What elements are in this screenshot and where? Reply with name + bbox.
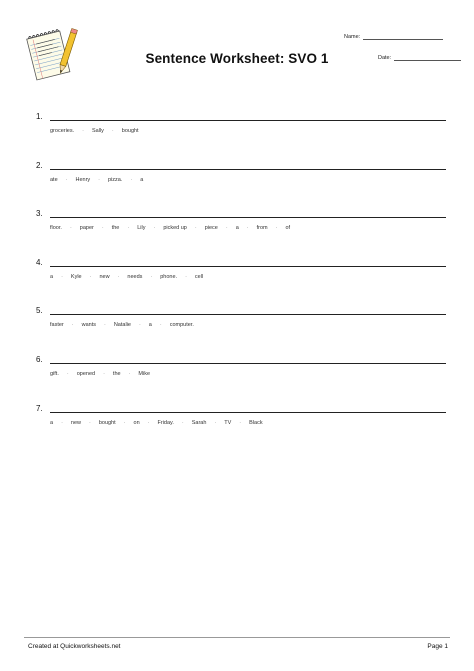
word-chip: Sarah	[191, 419, 207, 426]
word-chip: faster	[50, 322, 64, 329]
scrambled-words	[50, 225, 290, 231]
question-item	[36, 355, 448, 385]
answer-line[interactable]	[50, 363, 446, 364]
word-separator: ·	[65, 176, 68, 183]
scrambled-words	[50, 177, 143, 183]
answer-line[interactable]	[50, 266, 446, 267]
word-chip: of	[285, 225, 291, 232]
question-number: 1.	[36, 112, 43, 121]
name-label: Name:	[344, 34, 361, 40]
scrambled-words	[50, 128, 139, 134]
word-separator: ·	[101, 225, 104, 232]
question-number: 3.	[36, 209, 43, 219]
word-chip: piece	[204, 225, 218, 232]
word-separator: ·	[181, 419, 184, 426]
word-chip: pizza.	[108, 176, 123, 183]
word-separator: ·	[82, 128, 84, 134]
word-separator: ·	[69, 225, 72, 232]
word-chip: the	[112, 371, 121, 377]
word-separator: ·	[103, 371, 105, 377]
word-separator: ·	[123, 419, 126, 426]
word-separator: ·	[117, 273, 120, 280]
word-separator: ·	[275, 225, 278, 232]
word-chip: a	[140, 176, 144, 183]
word-chip: new	[99, 273, 110, 280]
question-number: 5.	[36, 306, 43, 316]
word-chip: Lily	[137, 225, 146, 232]
footer-credit: Created at Quickworksheets.net	[28, 643, 121, 650]
word-chip: needs	[127, 273, 143, 280]
word-chip: Natalie	[113, 322, 131, 329]
word-separator: ·	[185, 273, 187, 280]
word-separator: ·	[66, 371, 69, 377]
scrambled-words	[50, 322, 194, 328]
word-chip: wants	[81, 322, 96, 329]
word-separator: ·	[225, 225, 228, 232]
word-separator: ·	[239, 419, 242, 426]
word-chip: from	[256, 225, 268, 232]
word-separator: ·	[130, 176, 133, 183]
word-chip: bought	[98, 419, 116, 426]
scrambled-words	[50, 274, 203, 280]
word-chip: TV	[224, 419, 232, 426]
word-chip: Black	[249, 419, 263, 426]
word-chip: gift.	[50, 371, 59, 377]
word-chip: floor.	[50, 225, 62, 232]
word-separator: ·	[246, 225, 249, 232]
word-chip: a	[50, 273, 54, 280]
word-chip: Henry	[75, 176, 91, 183]
question-number: 6.	[36, 355, 43, 364]
word-separator: ·	[147, 419, 150, 426]
name-blank-line[interactable]	[363, 33, 443, 40]
question-item	[36, 112, 448, 142]
question-item	[36, 306, 448, 336]
word-separator: ·	[138, 322, 141, 329]
question-number: 4.	[36, 257, 43, 267]
word-separator: ·	[98, 176, 101, 183]
word-chip: a	[235, 225, 239, 232]
word-chip: picked up	[163, 225, 187, 232]
word-chip: computer.	[169, 322, 194, 329]
word-separator: ·	[127, 225, 130, 232]
word-separator: ·	[128, 371, 131, 377]
word-chip: Mike	[138, 371, 151, 377]
word-chip: cell	[194, 273, 204, 280]
word-chip: new	[70, 419, 81, 426]
question-item	[36, 258, 448, 288]
word-chip: ate	[50, 176, 58, 183]
word-separator: ·	[159, 322, 162, 329]
word-separator: ·	[71, 322, 74, 329]
word-chip: a	[148, 322, 152, 329]
word-separator: ·	[61, 273, 63, 280]
word-separator: ·	[89, 273, 92, 280]
word-separator: ·	[111, 128, 114, 134]
word-separator: ·	[150, 273, 153, 280]
scrambled-words	[50, 420, 263, 426]
word-chip: paper	[79, 225, 94, 232]
word-separator: ·	[89, 419, 91, 426]
word-chip: a	[50, 419, 54, 426]
question-item	[36, 404, 448, 434]
word-chip: Sally	[92, 128, 104, 134]
name-field[interactable]	[344, 33, 443, 40]
answer-line[interactable]	[50, 120, 446, 121]
word-chip: on	[133, 419, 140, 426]
word-separator: ·	[194, 225, 197, 232]
question-item	[36, 209, 448, 239]
word-chip: the	[111, 225, 120, 232]
word-chip: bought	[121, 128, 139, 134]
word-separator: ·	[103, 322, 106, 329]
word-separator: ·	[153, 225, 156, 232]
word-separator: ·	[61, 419, 63, 426]
answer-line[interactable]	[50, 169, 446, 170]
footer-page-number: Page 1	[427, 643, 448, 650]
word-chip: Friday.	[157, 419, 174, 426]
question-number: 7.	[36, 403, 43, 413]
question-number: 2.	[36, 160, 43, 170]
answer-line[interactable]	[50, 412, 446, 413]
word-chip: opened	[76, 371, 96, 377]
word-chip: phone.	[160, 273, 178, 280]
word-chip: groceries.	[50, 128, 75, 134]
word-separator: ·	[214, 419, 217, 426]
answer-line[interactable]	[50, 217, 446, 218]
date-label: Date:	[378, 55, 392, 61]
word-chip: Kyle	[70, 273, 82, 280]
scrambled-words	[50, 371, 150, 377]
footer-divider	[24, 637, 450, 638]
answer-line[interactable]	[50, 314, 446, 315]
question-item	[36, 161, 448, 191]
worksheet-title: Sentence Worksheet: SVO 1	[145, 51, 329, 66]
